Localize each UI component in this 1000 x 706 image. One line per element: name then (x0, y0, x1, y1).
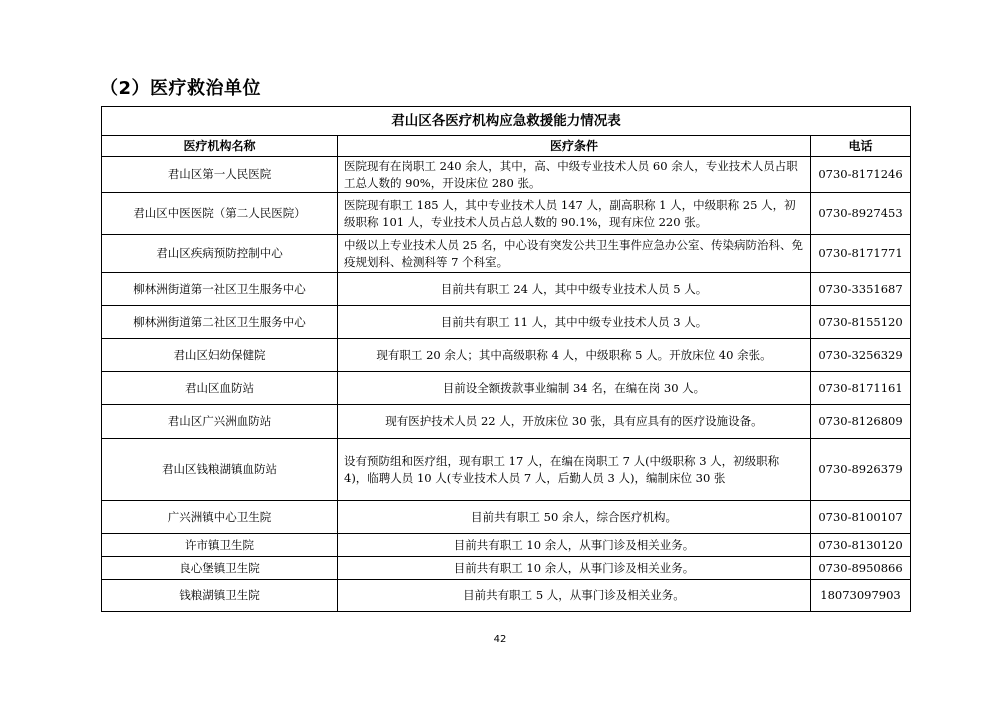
institution-name-cell: 柳林洲街道第一社区卫生服务中心 (102, 273, 338, 306)
condition-cell: 医院现有职工 185 人，其中专业技术人员 147 人，副高职称 1 人，中级职称 25 人，初级职称 101 人，专业技术人员占总人数的 90.1%，现有床位 220 张。 (338, 193, 811, 235)
condition-cell: 目前共有职工 5 人，从事门诊及相关业务。 (338, 580, 811, 612)
phone-cell: 0730-8927453 (811, 193, 911, 235)
table-caption: 君山区各医疗机构应急救援能力情况表 (102, 107, 911, 136)
phone-cell: 0730-8155120 (811, 306, 911, 339)
table-row (102, 273, 911, 306)
table-row (102, 306, 911, 339)
institution-name-cell: 良心堡镇卫生院 (102, 557, 338, 580)
section-heading: （2）医疗救治单位 (100, 78, 262, 99)
table-row (102, 372, 911, 405)
phone-cell: 0730-8126809 (811, 405, 911, 439)
condition-cell: 医院现有在岗职工 240 余人，其中，高、中级专业技术人员 60 余人，专业技术人员占职工总人数的 90%，开设床位 280 张。 (338, 157, 811, 193)
phone-cell: 18073097903 (811, 580, 911, 612)
phone-cell: 0730-8950866 (811, 557, 911, 580)
institution-name-cell: 钱粮湖镇卫生院 (102, 580, 338, 612)
institution-name-cell: 君山区广兴洲血防站 (102, 405, 338, 439)
table-row (102, 235, 911, 273)
condition-cell: 目前共有职工 10 余人，从事门诊及相关业务。 (338, 534, 811, 557)
table-row (102, 501, 911, 534)
table-header-row (102, 136, 911, 157)
phone-cell: 0730-8926379 (811, 439, 911, 501)
column-header-name: 医疗机构名称 (102, 136, 338, 157)
page-number: 42 (493, 634, 507, 645)
condition-cell: 设有预防组和医疗组，现有职工 17 人，在编在岗职工 7 人(中级职称 3 人，初级职称 4)，临聘人员 10 人(专业技术人员 7 人，后勤人员 3 人)，编制床位 30 张 (338, 439, 811, 501)
condition-cell: 目前设全额拨款事业编制 34 名，在编在岗 30 人。 (338, 372, 811, 405)
condition-cell: 现有职工 20 余人；其中高级职称 4 人，中级职称 5 人。开放床位 40 余张。 (338, 339, 811, 372)
table-row (102, 439, 911, 501)
table-caption-row (102, 107, 911, 136)
phone-cell: 0730-8171246 (811, 157, 911, 193)
medical-capability-table (101, 106, 911, 612)
table-row (102, 339, 911, 372)
condition-cell: 目前共有职工 11 人，其中中级专业技术人员 3 人。 (338, 306, 811, 339)
condition-cell: 目前共有职工 24 人，其中中级专业技术人员 5 人。 (338, 273, 811, 306)
column-header-phone: 电话 (811, 136, 911, 157)
phone-cell: 0730-3351687 (811, 273, 911, 306)
institution-name-cell: 君山区第一人民医院 (102, 157, 338, 193)
phone-cell: 0730-3256329 (811, 339, 911, 372)
institution-name-cell: 君山区钱粮湖镇血防站 (102, 439, 338, 501)
institution-name-cell: 君山区疾病预防控制中心 (102, 235, 338, 273)
institution-name-cell: 广兴洲镇中心卫生院 (102, 501, 338, 534)
phone-cell: 0730-8171161 (811, 372, 911, 405)
condition-cell: 目前共有职工 10 余人，从事门诊及相关业务。 (338, 557, 811, 580)
institution-name-cell: 君山区血防站 (102, 372, 338, 405)
column-header-condition: 医疗条件 (338, 136, 811, 157)
condition-cell: 中级以上专业技术人员 25 名，中心设有突发公共卫生事件应急办公室、传染病防治科、免疫规划科、检测科等 7 个科室。 (338, 235, 811, 273)
table-row (102, 557, 911, 580)
table-row (102, 580, 911, 612)
phone-cell: 0730-8100107 (811, 501, 911, 534)
condition-cell: 现有医护技术人员 22 人，开放床位 30 张，具有应具有的医疗设施设备。 (338, 405, 811, 439)
phone-cell: 0730-8130120 (811, 534, 911, 557)
table-row (102, 157, 911, 193)
institution-name-cell: 君山区中医医院（第二人民医院） (102, 193, 338, 235)
table-row (102, 193, 911, 235)
condition-cell: 目前共有职工 50 余人，综合医疗机构。 (338, 501, 811, 534)
table-row (102, 405, 911, 439)
institution-name-cell: 君山区妇幼保健院 (102, 339, 338, 372)
institution-name-cell: 柳林洲街道第二社区卫生服务中心 (102, 306, 338, 339)
table-row (102, 534, 911, 557)
phone-cell: 0730-8171771 (811, 235, 911, 273)
institution-name-cell: 许市镇卫生院 (102, 534, 338, 557)
